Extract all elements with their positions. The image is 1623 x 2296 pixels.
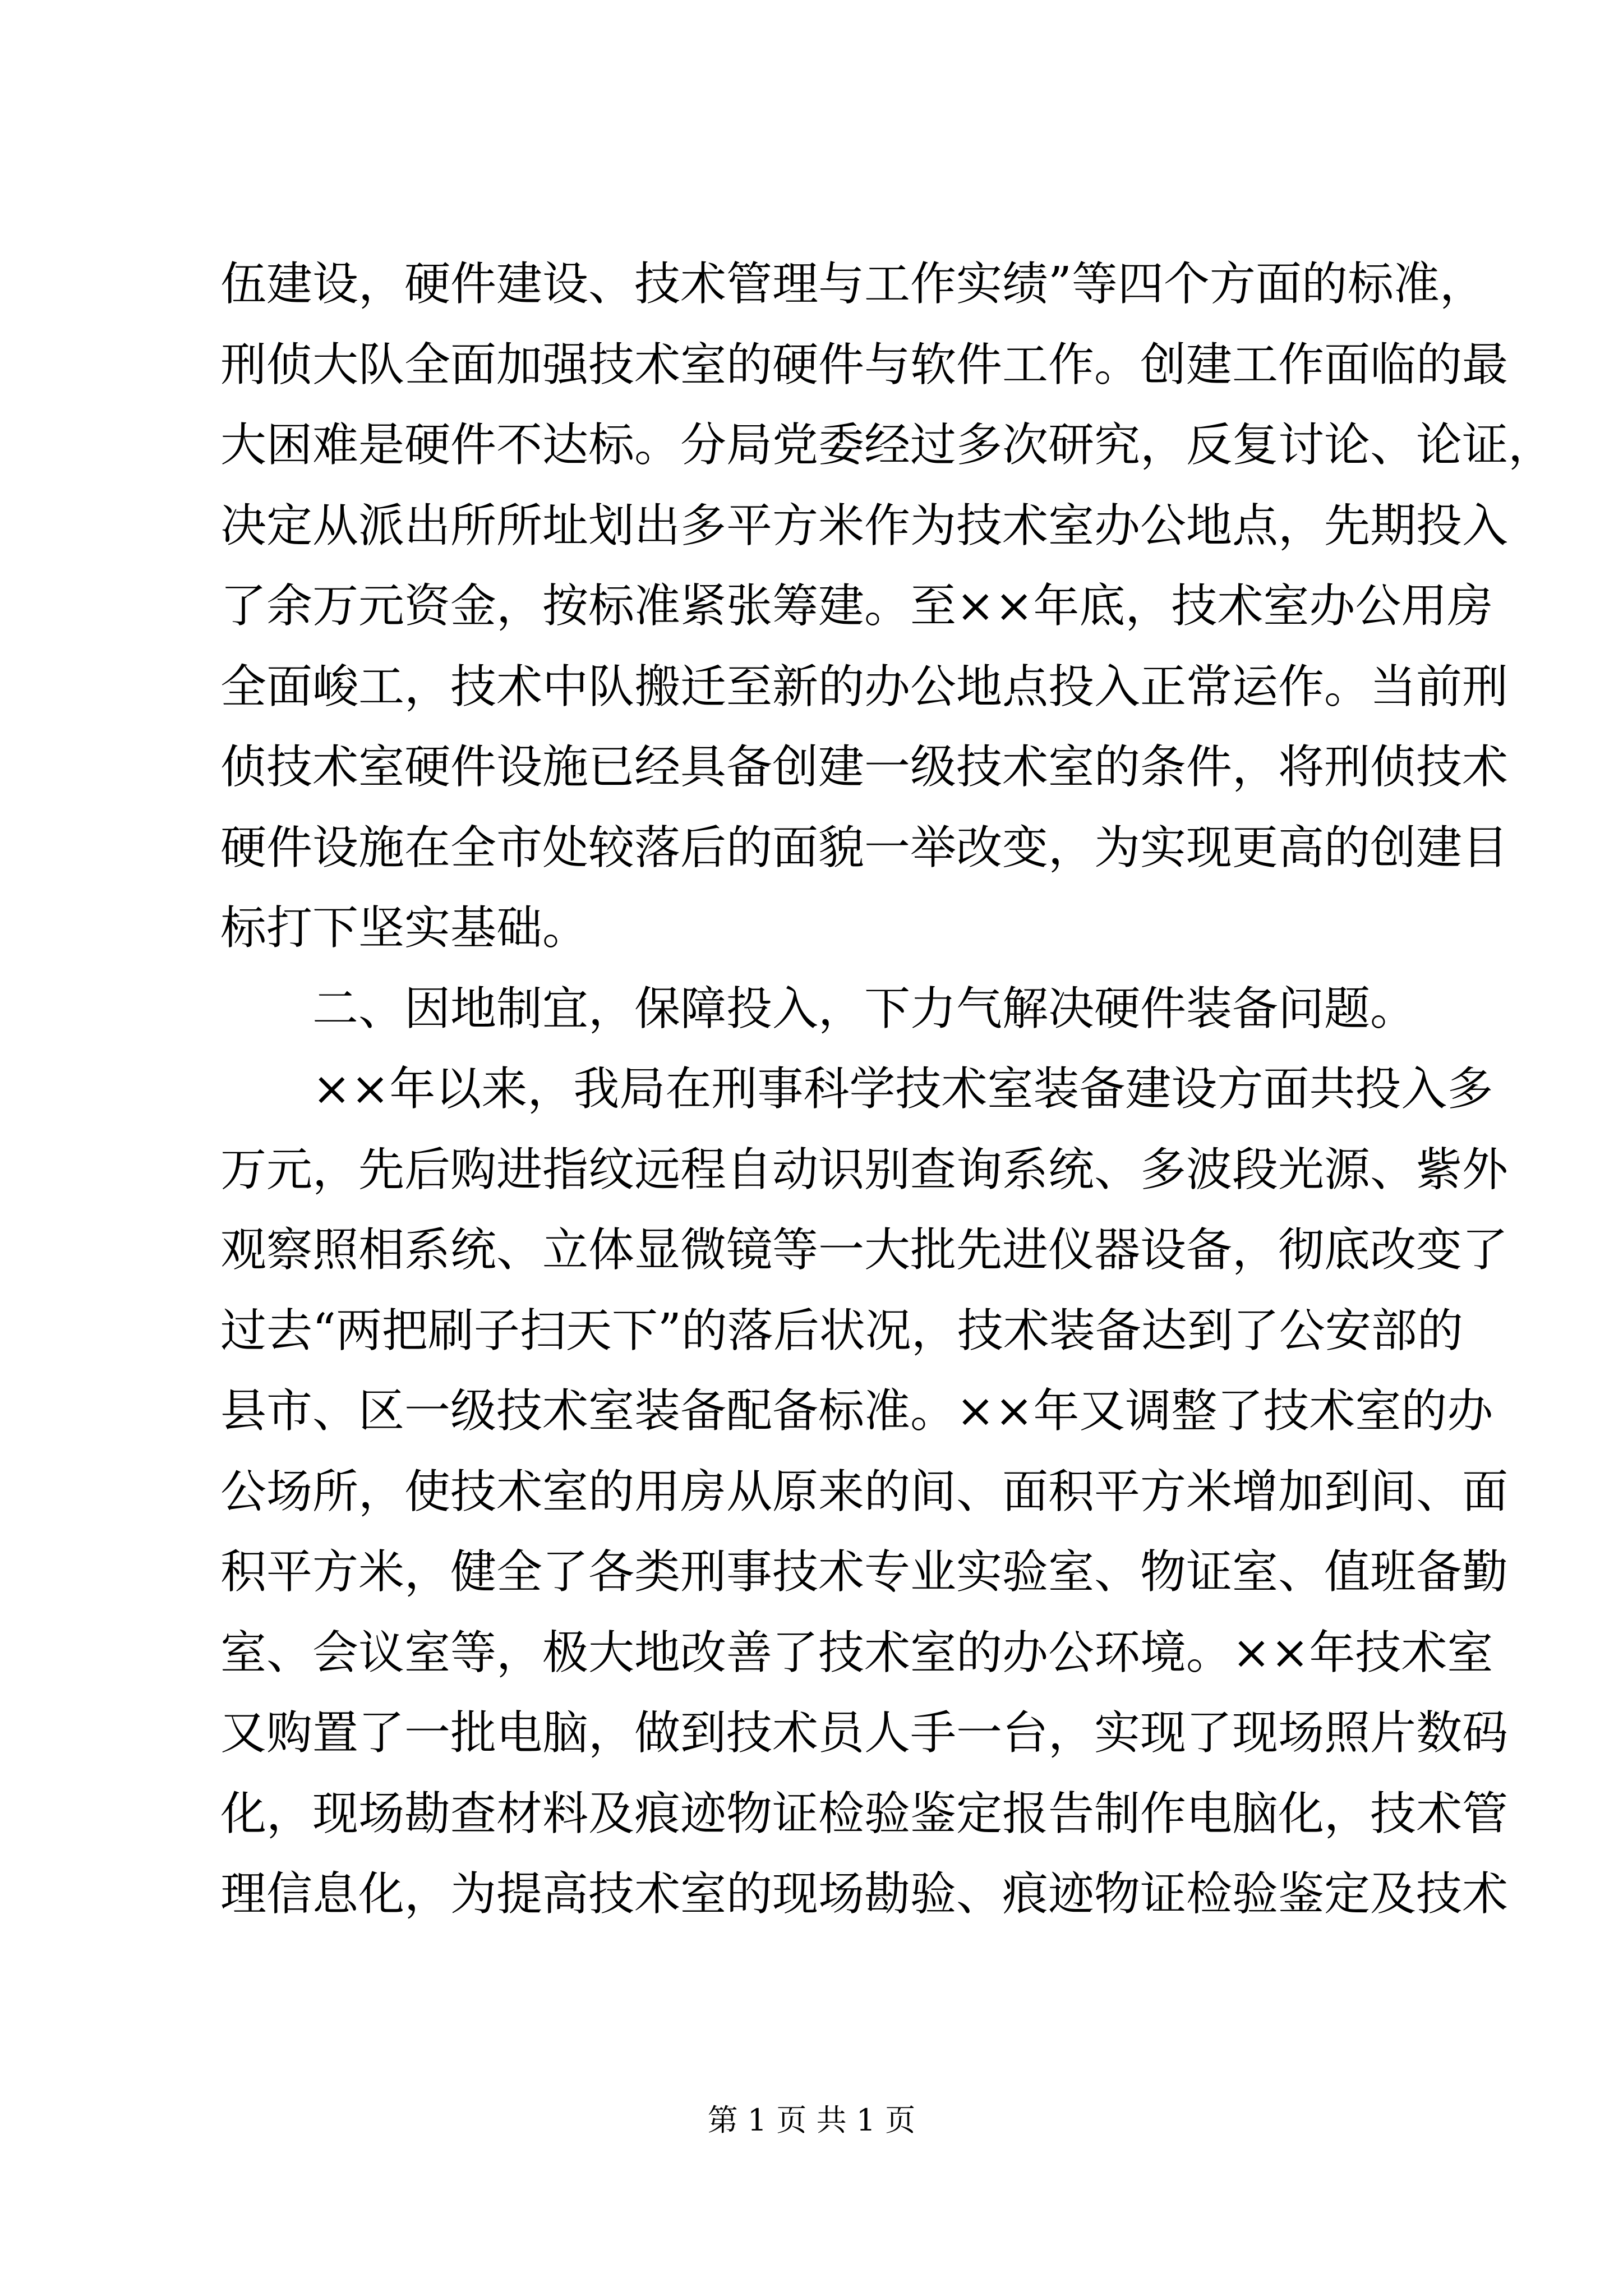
text-line-1: 伍建设，硬件建设、技术管理与工作实绩”等四个方面的标准， xyxy=(220,257,1486,311)
text-line-11: ××年以来，我局在刑事科学技术室装备建设方面共投入多 xyxy=(312,1062,1493,1116)
text-line-7: 侦技术室硬件设施已经具备创建一级技术室的条件，将刑侦技术 xyxy=(220,740,1509,794)
text-line-6: 全面峻工，技术中队搬迁至新的办公地点投入正常运作。当前刑 xyxy=(220,660,1509,714)
section-heading: 二、因地制宜，保障投入，下力气解决硬件装备问题。 xyxy=(312,982,1417,1036)
text-line-18: 室、会议室等，极大地改善了技术室的办公环境。××年技术室 xyxy=(220,1626,1493,1680)
text-line-16: 公场所，使技术室的用房从原来的间、面积平方米增加到间、面 xyxy=(220,1465,1509,1519)
text-line-8: 硬件设施在全市处较落后的面貌一举改变，为实现更高的创建目 xyxy=(220,821,1509,875)
text-line-19: 又购置了一批电脑，做到技术员人手一台，实现了现场照片数码 xyxy=(220,1706,1509,1760)
text-line-5: 了余万元资金，按标准紧张筹建。至××年底，技术室办公用房 xyxy=(220,579,1493,633)
document-body xyxy=(220,244,1555,1935)
page-footer: 第 1 页 共 1 页 xyxy=(707,2102,916,2138)
text-line-14: 过去“两把刷子扫天下”的落后状况，技术装备达到了公安部的 xyxy=(220,1304,1463,1358)
text-line-17: 积平方米，健全了各类刑事技术专业实验室、物证室、值班备勤 xyxy=(220,1545,1509,1599)
text-line-15: 县市、区一级技术室装备配备标准。××年又调整了技术室的办 xyxy=(220,1384,1493,1438)
text-line-13: 观察照相系统、立体显微镜等一大批先进仪器设备，彻底改变了 xyxy=(220,1223,1509,1277)
text-line-3: 大困难是硬件不达标。分局党委经过多次研究，反复讨论、论证， xyxy=(220,418,1555,472)
text-line-2: 刑侦大队全面加强技术室的硬件与软件工作。创建工作面临的最 xyxy=(220,338,1509,392)
text-line-4: 决定从派出所所址划出多平方米作为技术室办公地点，先期投入 xyxy=(220,499,1509,553)
text-line-12: 万元，先后购进指纹远程自动识别查询系统、多波段光源、紫外 xyxy=(220,1143,1509,1197)
text-line-21: 理信息化，为提高技术室的现场勘验、痕迹物证检验鉴定及技术 xyxy=(220,1867,1509,1921)
text-line-20: 化，现场勘查材料及痕迹物证检验鉴定报告制作电脑化，技术管 xyxy=(220,1787,1509,1841)
text-line-9: 标打下坚实基础。 xyxy=(220,901,589,955)
